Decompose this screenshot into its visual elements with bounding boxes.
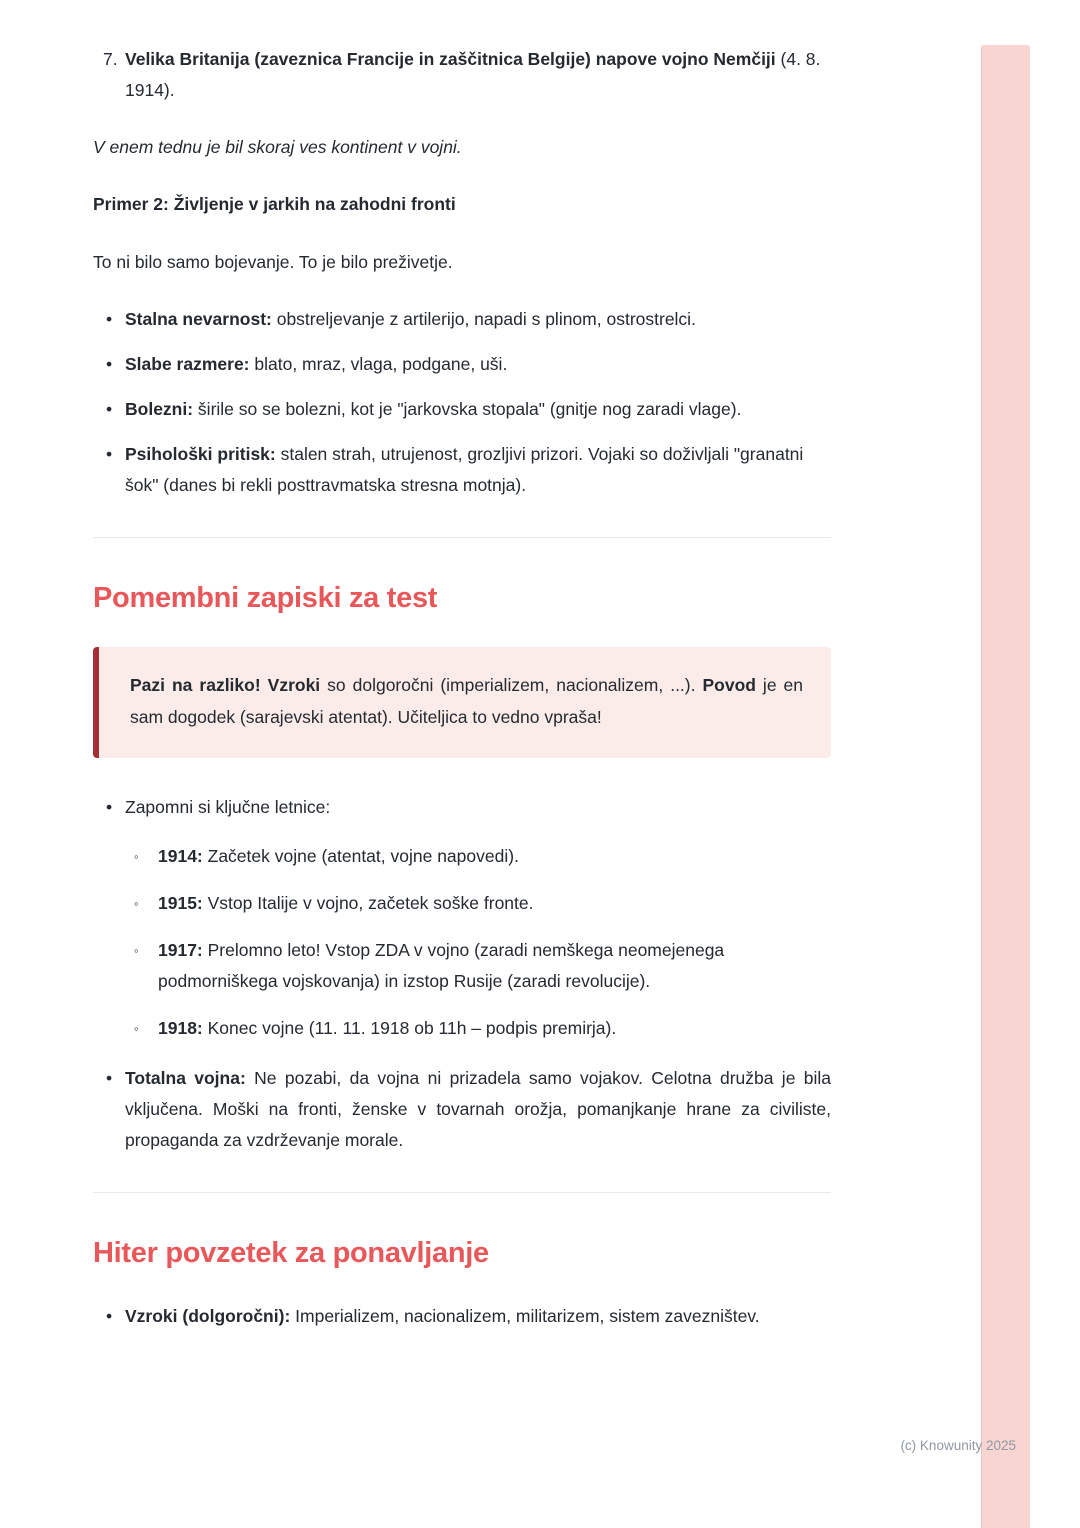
callout-rest-2: je en sam dogodek (sarajevski atentat). Učiteljica to vedno vpraša! [130, 674, 803, 728]
circle-marker: ◦ [134, 896, 139, 912]
key-dates-intro: Zapomni si ključne letnice: [125, 796, 331, 817]
numbered-item-7 [93, 44, 831, 106]
bullet-marker: • [106, 444, 113, 465]
year-rest: Konec vojne (11. 11. 1918 ob 11h – podpis premirja). [202, 1018, 617, 1039]
document-content [93, 44, 831, 1358]
list-item-bold: Slabe razmere: [125, 353, 250, 374]
list-item-rest: blato, mraz, vlaga, podgane, uši. [249, 353, 508, 374]
callout-bold-2: Povod [702, 674, 756, 695]
list-item-text [125, 1301, 831, 1332]
list-item [93, 1063, 831, 1156]
list-item-bold: Stalna nevarnost: [125, 308, 272, 329]
bullet-marker: • [106, 308, 113, 329]
year-bold: 1918: [158, 1018, 203, 1039]
italic-note: V enem tednu je bil skoraj ves kontinent v vojni. [93, 137, 462, 158]
circle-marker: ◦ [134, 943, 139, 959]
callout-bold-1: Pazi na razliko! Vzroki [130, 674, 321, 695]
year-bold: 1914: [158, 845, 203, 866]
bullet-marker: • [106, 398, 113, 419]
list-item-text [125, 439, 831, 501]
year-rest: Vstop Italije v vojno, začetek soške fronte. [202, 893, 534, 914]
list-item-text [125, 304, 831, 335]
trench-conditions-list [93, 304, 831, 502]
list-item [93, 792, 831, 1045]
divider [93, 1192, 831, 1193]
list-item-rest: širile so se bolezni, kot je "jarkovska stopala" (gnitje nog zaradi vlage). [193, 398, 742, 419]
list-item-bold: Psihološki pritisk: [125, 444, 276, 465]
list-item-rest: obstreljevanje z artilerijo, napadi s plinom, ostrostrelci. [271, 308, 696, 329]
list-item-rest: stalen strah, utrujenost, grozljivi prizori. Vojaki so doživljali "granatni šok" (danes bi rekli posttravmatska stresna motnja). [125, 444, 804, 496]
list-item-text [125, 394, 831, 425]
primer2-intro: To ni bilo samo bojevanje. To je bilo preživetje. [93, 251, 453, 272]
section-heading-summary: Hiter povzetek za ponavljanje [93, 1237, 489, 1270]
bullet-marker: • [106, 1067, 113, 1088]
list-item-bold: Bolezni: [125, 398, 194, 419]
list-item [93, 439, 831, 501]
numbered-item-rest: (4. 8. 1914). [125, 49, 821, 101]
primer2-heading: Primer 2: Življenje v jarkih na zahodni fronti [93, 194, 456, 215]
list-item [93, 349, 831, 380]
list-item-text [125, 349, 831, 380]
bullet-marker: • [106, 796, 113, 817]
callout-rest-1: so dolgoročni (imperializem, nacionalizem, ...). [320, 674, 703, 695]
right-edge-strip [981, 45, 1030, 1528]
list-item-text [158, 888, 831, 919]
callout-text [130, 669, 803, 734]
year-bold: 1917: [158, 940, 203, 961]
list-item-text [158, 1013, 831, 1044]
list-item-text [158, 841, 831, 872]
divider [93, 537, 831, 538]
bullet-marker: • [106, 353, 113, 374]
list-item-rest: Imperializem, nacionalizem, militarizem, sistem zavezništev. [290, 1306, 760, 1327]
exam-callout [93, 647, 831, 758]
copyright-watermark: (c) Knowunity 2025 [900, 1438, 1016, 1453]
list-item [125, 935, 831, 997]
list-item [93, 1301, 831, 1332]
list-item [93, 304, 831, 335]
list-item-body [125, 792, 831, 1045]
year-rest: Začetek vojne (atentat, vojne napovedi). [202, 845, 519, 866]
list-item [93, 394, 831, 425]
list-number: 7. [103, 49, 118, 69]
list-item [125, 841, 831, 872]
list-item-text [125, 1063, 831, 1156]
circle-marker: ◦ [134, 848, 139, 864]
list-item-text [158, 935, 831, 997]
list-item-bold: Vzroki (dolgoročni): [125, 1306, 291, 1327]
year-bold: 1915: [158, 893, 203, 914]
numbered-item-text [125, 44, 831, 106]
list-item [125, 888, 831, 919]
bullet-marker: • [106, 1306, 113, 1327]
circle-marker: ◦ [134, 1021, 139, 1037]
summary-list [93, 1301, 831, 1332]
list-item-rest: Ne pozabi, da vojna ni prizadela samo vojakov. Celotna družba je bila vključena. Moški na fronti, ženske v tovarnah orožja, pomanjkanje hrane za civiliste, propaganda za vzdrževanje morale. [125, 1067, 832, 1150]
numbered-item-bold: Velika Britanija (zaveznica Francije in zaščitnica Belgije) napove vojno Nemčiji [125, 49, 776, 69]
key-dates-list [125, 841, 831, 1045]
list-item-bold: Totalna vojna: [125, 1067, 246, 1088]
key-notes-list [93, 792, 831, 1156]
list-item [125, 1013, 831, 1044]
year-rest: Prelomno leto! Vstop ZDA v vojno (zaradi nemškega neomejenega podmorniškega vojskovanja) in izstop Rusije (zaradi revolucije). [158, 940, 725, 992]
section-heading-notes: Pomembni zapiski za test [93, 582, 438, 615]
